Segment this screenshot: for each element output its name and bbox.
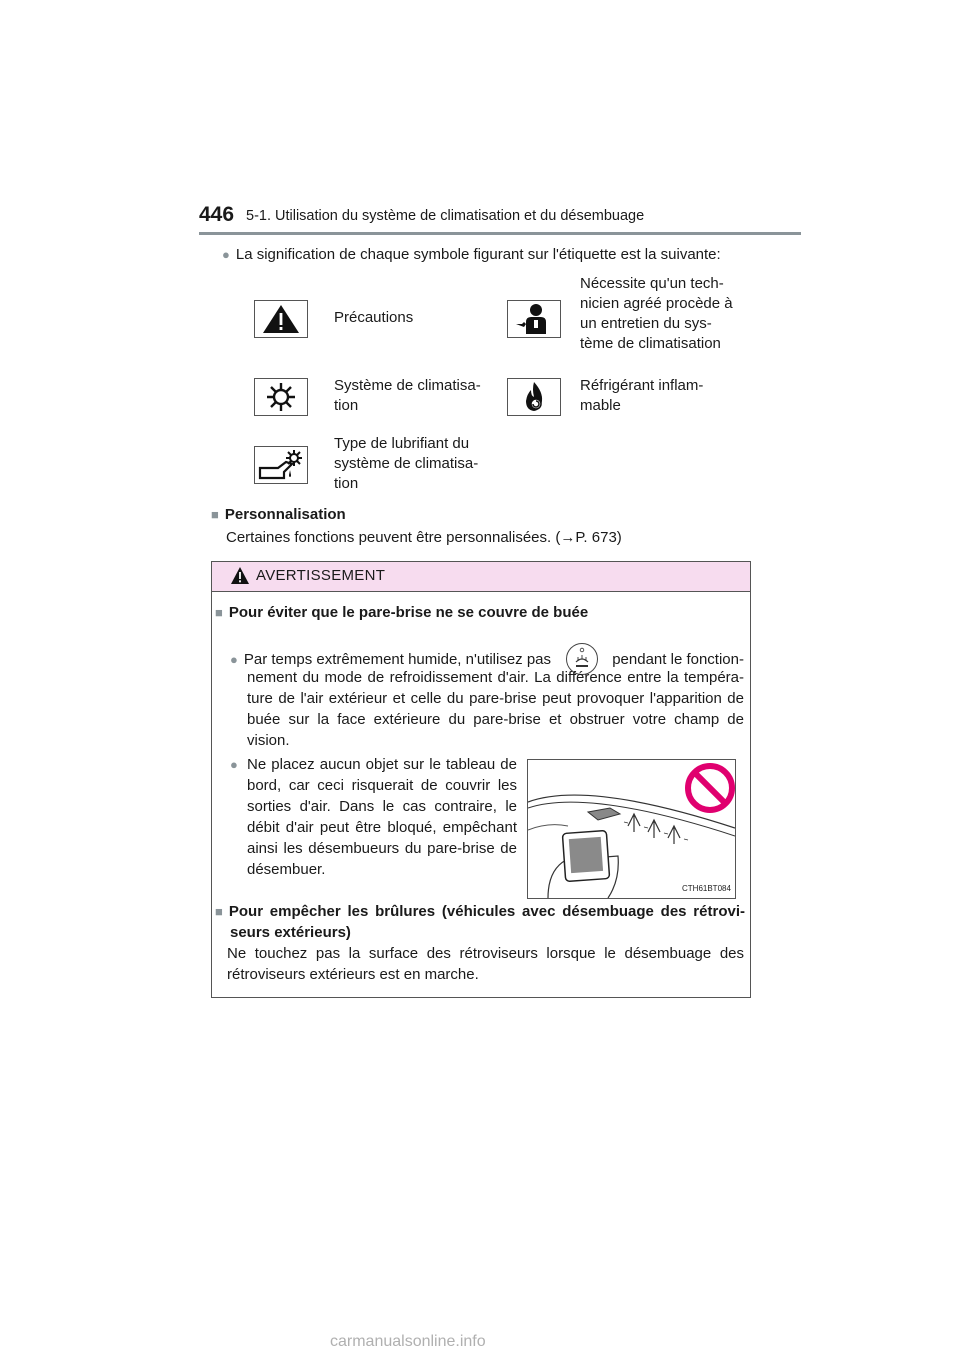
personnalisation-text: Certaines fonctions peuvent être personnalisées. (→P. 673): [226, 529, 622, 546]
bullet-icon: ●: [230, 757, 238, 772]
image-code: CTH61BT084: [682, 884, 731, 893]
warning-triangle-icon: [230, 566, 250, 585]
warning-header: [212, 562, 750, 592]
bullet-icon: ●: [222, 247, 230, 262]
symbol-label-technician: Nécessite qu'un tech- nicien agréé procède à un entretien du sys- tème de climatisation: [580, 275, 733, 352]
bullet-icon: ●: [230, 651, 238, 667]
oil-can-icon: [254, 446, 308, 484]
intro-line: ● La signification de chaque symbole figurant sur l'étiquette est la suivante:: [222, 246, 721, 263]
snowflake-icon: [254, 378, 308, 416]
header-rule: [199, 232, 801, 235]
arrow-icon: →: [560, 529, 576, 546]
symbol-label-precautions: Précautions: [334, 309, 414, 326]
warning-section1-heading: ■ Pour éviter que le pare-brise ne se couvre de buée: [215, 604, 589, 621]
warning-s1-body: nement du mode de refroidissement d'air. La différence entre la tempéra- ture de l'air extérieur et celle du pare-brise peut provoquer l'apparition de buée sur la face extérieure du pare-brise et obstruer votre champ de vision.: [247, 669, 744, 749]
symbol-label-lubricant: Type de lubrifiant du système de climatisa- tion: [334, 435, 479, 492]
flame-icon: [507, 378, 561, 416]
square-bullet-icon: ■: [215, 605, 223, 620]
symbol-label-ac: Système de climatisa- tion: [334, 377, 481, 414]
page-reference-link[interactable]: P. 673): [575, 529, 622, 546]
technician-icon: [507, 300, 561, 338]
warning-title: AVERTISSEMENT: [256, 567, 386, 584]
dashboard-illustration: [527, 759, 736, 899]
section-title: 5-1. Utilisation du système de climatisation et du désembuage: [246, 208, 645, 224]
watermark: carmanualsonline.info: [330, 1333, 486, 1350]
warning-s2-body: Ne placez aucun objet sur le tableau de bord, car ceci risquerait de couvrir les sorties d'air. Dans le cas contraire, le débit d'air peut être bloqué, empêchant ainsi les désembueurs du pare-brise de désembuer.: [247, 756, 517, 878]
warning-s3-body: Ne touchez pas la surface des rétroviseurs lorsque le désembuage des rétroviseurs extérieurs est en marche.: [227, 945, 744, 983]
warning-triangle-icon: [254, 300, 308, 338]
warning-s1-line1: ● Par temps extrêmement humide, n'utilisez pas pendant le fonction-: [230, 642, 744, 676]
square-bullet-icon: ■: [215, 904, 223, 919]
warning-section2-heading: ■ Pour empêcher les brûlures (véhicules avec désembuage des rétrovi- seurs extérieurs): [215, 903, 745, 941]
square-bullet-icon: ■: [211, 507, 219, 522]
warning-box: [211, 561, 751, 998]
personnalisation-heading: ■ Personnalisation: [211, 506, 346, 523]
symbol-label-refrigerant: Réfrigérant inflam- mable: [580, 377, 704, 414]
page-number: 446: [199, 203, 235, 226]
